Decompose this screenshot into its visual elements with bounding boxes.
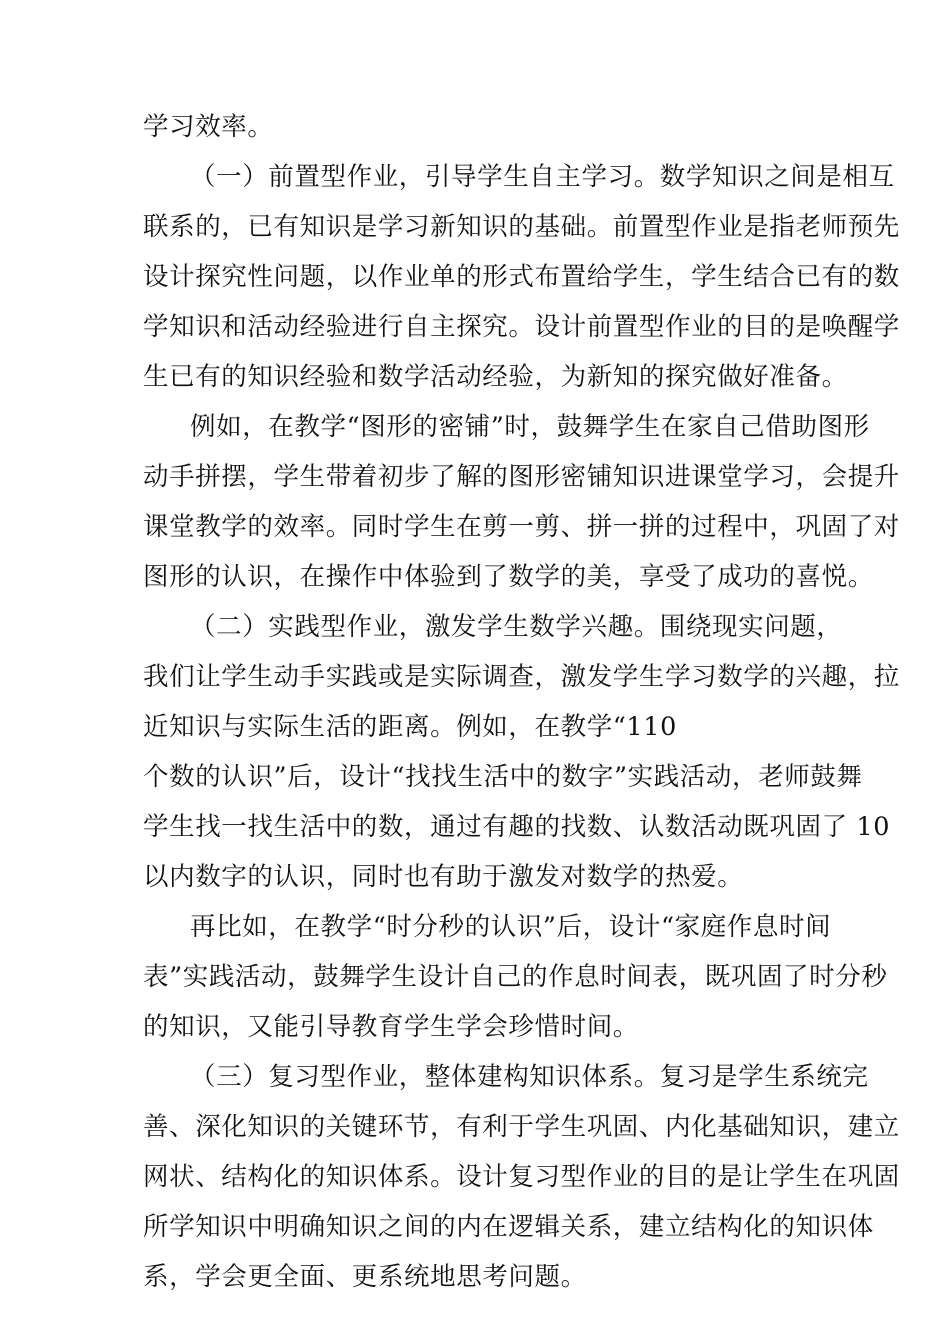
text-line: 善、深化知识的关键环节，有利于学生巩固、内化基础知识，建立 (143, 1112, 900, 1142)
text-line: （二）实践型作业，激发学生数学兴趣。围绕现实问题， (190, 612, 843, 642)
text-line: 课堂教学的效率。同时学生在剪一剪、拼一拼的过程中，巩固了对 (143, 512, 900, 542)
text-line: 系，学会更全面、更系统地思考问题。 (143, 1262, 587, 1292)
text-line: 以内数字的认识，同时也有助于激发对数学的热爱。 (143, 862, 744, 892)
text-line: （三）复习型作业，整体建构知识体系。复习是学生系统完 (190, 1062, 869, 1092)
text-line: 网状、结构化的知识体系。设计复习型作业的目的是让学生在巩固 (143, 1162, 900, 1192)
text-line: 个数的认识”后，设计“找找生活中的数字”实践活动，老师鼓舞 (143, 762, 863, 792)
text-line: 生已有的知识经验和数学活动经验，为新知的探究做好准备。 (143, 362, 848, 392)
text-line: 学生找一找生活中的数，通过有趣的找数、认数活动既巩固了 10 (143, 812, 891, 842)
text-line: 所学知识中明确知识之间的内在逻辑关系，建立结构化的知识体 (143, 1212, 874, 1242)
text-line: 表”实践活动，鼓舞学生设计自己的作息时间表，既巩固了时分秒 (143, 962, 888, 992)
text-line: 我们让学生动手实践或是实际调查，激发学生学习数学的兴趣，拉 (143, 662, 900, 692)
text-line: 近知识与实际生活的距离。例如，在教学“110 (143, 712, 677, 742)
text-line: 的知识，又能引导教育学生学会珍惜时间。 (143, 1012, 639, 1042)
text-line: 学知识和活动经验进行自主探究。设计前置型作业的目的是唤醒学 (143, 312, 900, 342)
text-line: 学习效率。 (143, 112, 274, 142)
text-line: （一）前置型作业，引导学生自主学习。数学知识之间是相互 (190, 162, 895, 192)
text-line: 联系的，已有知识是学习新知识的基础。前置型作业是指老师预先 (143, 212, 900, 242)
text-line: 例如，在教学“图形的密铺”时，鼓舞学生在家自己借助图形 (190, 412, 870, 442)
text-line: 设计探究性问题，以作业单的形式布置给学生，学生结合已有的数 (143, 262, 900, 292)
text-line: 再比如，在教学“时分秒的认识”后，设计“家庭作息时间 (190, 912, 832, 942)
text-line: 动手拼摆，学生带着初步了解的图形密铺知识进课堂学习，会提升 (143, 462, 900, 492)
text-line: 图形的认识，在操作中体验到了数学的美，享受了成功的喜悦。 (143, 562, 874, 592)
